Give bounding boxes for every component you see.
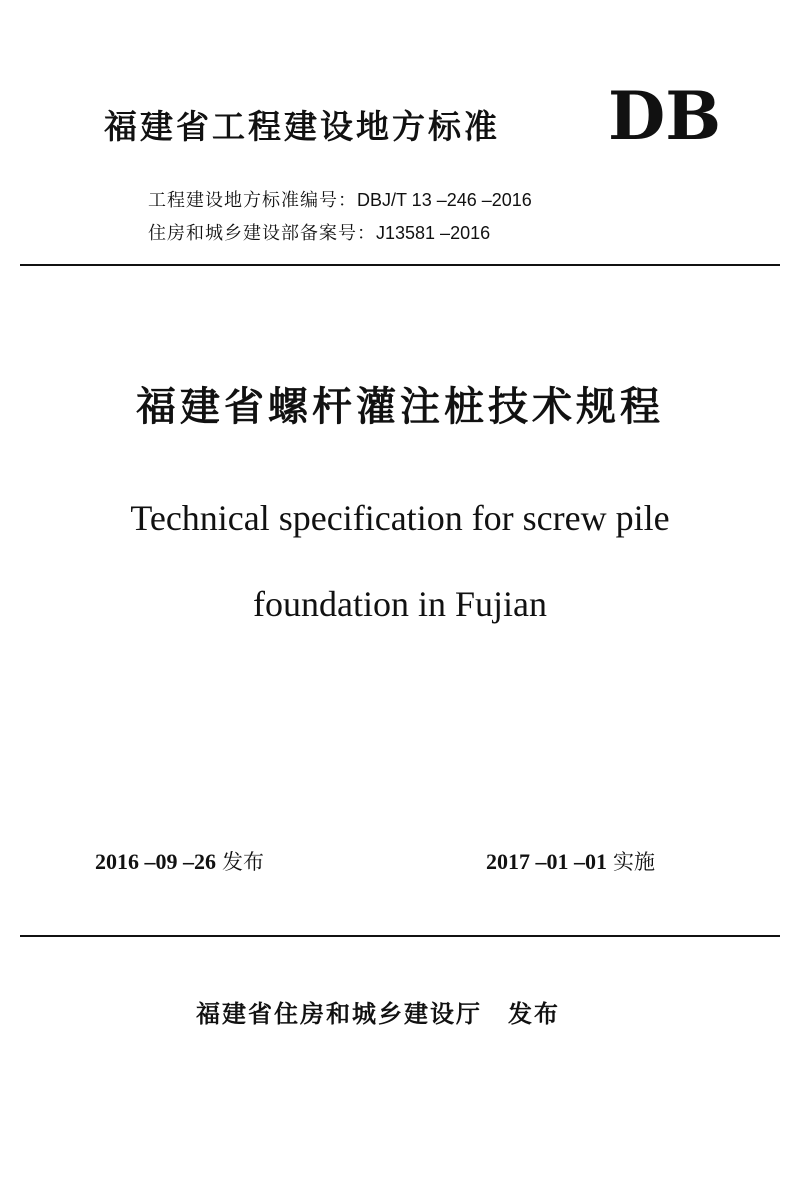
bottom-divider [20,935,780,937]
record-number-value: J13581 –2016 [376,223,491,243]
effective-date-word: 实施 [613,850,655,874]
issue-date-value: 2016 –09 –26 [95,849,216,874]
title-english-line1: Technical specification for screw pile [130,498,670,538]
db-mark: DB [608,77,722,155]
effective-date [486,848,655,876]
top-divider [20,264,780,266]
local-standard-code-value: DBJ/T 13 –246 –2016 [357,190,532,210]
effective-date-value: 2017 –01 –01 [486,849,607,874]
issue-date [95,848,264,876]
record-number-label: 住房和城乡建设部备案号： [148,223,376,244]
title-chinese: 福建省螺杆灌注桩技术规程 [136,384,664,430]
record-number [148,221,490,246]
publisher-name: 福建省住房和城乡建设厅 [196,1000,482,1028]
standard-category: 福建省工程建设地方标准 [104,107,500,146]
local-standard-code-label: 工程建设地方标准编号： [148,190,357,211]
publisher-action: 发布 [508,1000,560,1028]
title-english-line2: foundation in Fujian [253,584,547,624]
issue-date-word: 发布 [222,850,264,874]
publisher [196,999,560,1029]
local-standard-code [148,188,532,213]
